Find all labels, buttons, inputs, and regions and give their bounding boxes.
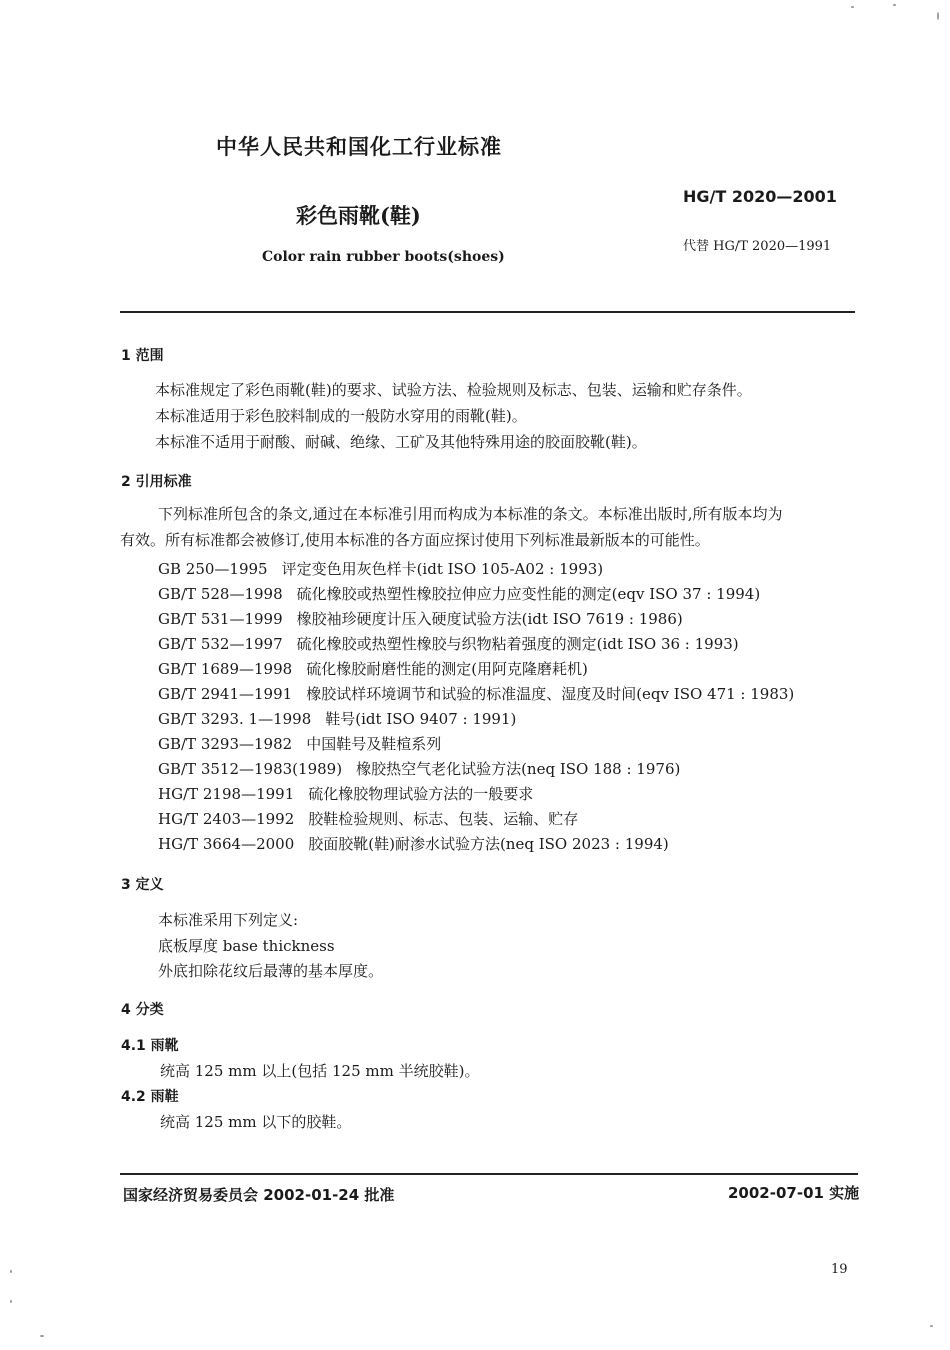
scan-speck — [930, 1325, 933, 1327]
scan-speck — [10, 1270, 12, 1273]
reference-item — [158, 558, 603, 579]
paragraph: 本标准适用于彩色胶料制成的一般防水穿用的雨靴(鞋)。 — [155, 407, 527, 425]
reference-title: 中国鞋号及鞋楦系列 — [306, 735, 442, 753]
reference-item — [158, 608, 683, 629]
footer-rule — [120, 1173, 858, 1175]
scan-speck — [40, 1335, 44, 1337]
paragraph: 本标准采用下列定义: — [158, 911, 299, 929]
reference-title: 橡胶试样环境调节和试验的标准温度、湿度及时间(eqv ISO 471 : 1983) — [306, 685, 795, 703]
reference-title: 鞋号(idt ISO 9407 : 1991) — [325, 710, 517, 728]
section-2-heading: 2 引用标准 — [121, 474, 192, 490]
reference-title: 硫化橡胶或热塑性橡胶拉伸应力应变性能的测定(eqv ISO 37 : 1994) — [296, 585, 761, 603]
reference-item — [158, 658, 588, 679]
reference-title: 橡胶袖珍硬度计压入硬度试验方法(idt ISO 7619 : 1986) — [296, 610, 683, 628]
effective-date: 2002-07-01 实施 — [728, 1184, 860, 1202]
header-rule — [120, 311, 855, 313]
title-chinese: 彩色雨靴(鞋) — [296, 203, 421, 228]
scan-speck — [893, 4, 896, 6]
reference-title: 胶面胶靴(鞋)耐渗水试验方法(neq ISO 2023 : 1994) — [308, 835, 669, 853]
scan-speck — [10, 1300, 12, 1303]
standard-number: HG/T 2020—2001 — [683, 187, 837, 206]
paragraph: 下列标准所包含的条文,通过在本标准引用而构成为本标准的条文。本标准出版时,所有版本均为 — [158, 505, 783, 523]
reference-title: 硫化橡胶或热塑性橡胶与织物粘着强度的测定(idt ISO 36 : 1993) — [296, 635, 739, 653]
reference-code: GB/T 531—1999 — [158, 610, 283, 628]
reference-title: 硫化橡胶物理试验方法的一般要求 — [308, 785, 534, 803]
section-1-heading: 1 范围 — [121, 348, 164, 364]
section-3-heading: 3 定义 — [121, 877, 164, 893]
reference-code: HG/T 3664—2000 — [158, 835, 295, 853]
reference-item — [158, 783, 533, 804]
org-title: 中华人民共和国化工行业标准 — [216, 134, 502, 159]
paragraph: 有效。所有标准都会被修订,使用本标准的各方面应探讨使用下列标准最新版本的可能性。 — [120, 531, 710, 549]
reference-code: GB 250—1995 — [158, 560, 268, 578]
subsection-4-1-heading: 4.1 雨靴 — [121, 1038, 179, 1054]
reference-code: GB/T 3293. 1—1998 — [158, 710, 312, 728]
reference-item — [158, 808, 578, 829]
reference-item — [158, 708, 516, 729]
reference-title: 硫化橡胶耐磨性能的测定(用阿克隆磨耗机) — [306, 660, 588, 678]
paragraph: 外底扣除花纹后最薄的基本厚度。 — [158, 962, 384, 980]
term-definition: 底板厚度 base thickness — [158, 937, 335, 955]
reference-code: GB/T 1689—1998 — [158, 660, 293, 678]
reference-code: HG/T 2198—1991 — [158, 785, 295, 803]
scan-speck — [851, 6, 854, 8]
title-english: Color rain rubber boots(shoes) — [262, 249, 505, 265]
reference-code: GB/T 532—1997 — [158, 635, 283, 653]
reference-title: 胶鞋检验规则、标志、包装、运输、贮存 — [308, 810, 579, 828]
scan-speck — [937, 12, 939, 20]
reference-code: GB/T 2941—1991 — [158, 685, 293, 703]
reference-item — [158, 733, 441, 754]
approval-note: 国家经济贸易委员会 2002-01-24 批准 — [123, 1186, 395, 1204]
reference-title: 橡胶热空气老化试验方法(neq ISO 188 : 1976) — [356, 760, 681, 778]
reference-code: GB/T 3293—1982 — [158, 735, 293, 753]
reference-item — [158, 683, 794, 704]
section-4-heading: 4 分类 — [121, 1002, 164, 1018]
subsection-4-2-heading: 4.2 雨鞋 — [121, 1089, 179, 1105]
reference-item — [158, 633, 739, 654]
paragraph: 统高 125 mm 以上(包括 125 mm 半统胶鞋)。 — [160, 1062, 480, 1080]
replaces-note: 代替 HG/T 2020—1991 — [683, 239, 832, 254]
paragraph: 本标准规定了彩色雨靴(鞋)的要求、试验方法、检验规则及标志、包装、运输和贮存条件。 — [155, 381, 752, 399]
reference-item — [158, 583, 760, 604]
reference-code: GB/T 528—1998 — [158, 585, 283, 603]
reference-code: GB/T 3512—1983(1989) — [158, 760, 343, 778]
paragraph: 统高 125 mm 以下的胶鞋。 — [160, 1113, 352, 1131]
page-number: 19 — [831, 1262, 848, 1277]
reference-title: 评定变色用灰色样卡(idt ISO 105-A02 : 1993) — [281, 560, 604, 578]
reference-item — [158, 758, 680, 779]
paragraph: 本标准不适用于耐酸、耐碱、绝缘、工矿及其他特殊用途的胶面胶靴(鞋)。 — [155, 433, 647, 451]
reference-item — [158, 833, 669, 854]
reference-code: HG/T 2403—1992 — [158, 810, 295, 828]
